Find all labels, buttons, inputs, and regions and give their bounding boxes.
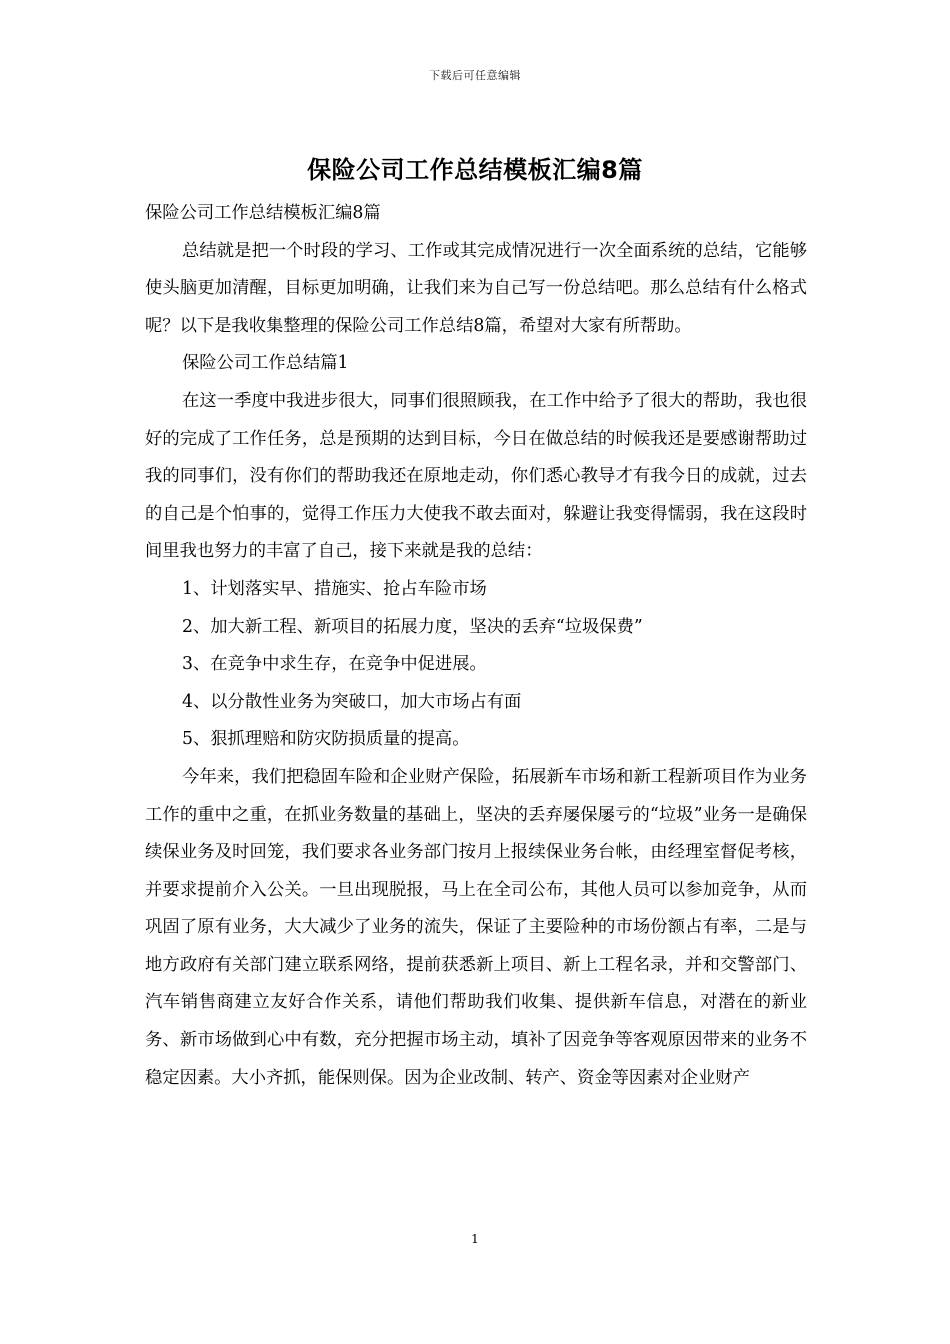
list-item: 5、狠抓理赔和防灾防损质量的提高。 [182, 729, 470, 750]
body-paragraph: 在这一季度中我进步很大，同事们很照顾我，在工作中给予了很大的帮助，我也很好的完成了工作任务，总是预期的达到目标，今日在做总结的时候我还是要感谢帮助过我的同事们，没有你们的帮助我还在原地走动，你们悉心教导才有我今日的成就，过去的自己是个怕事的，觉得工作压力大使我不敢去面对，躲避让我变得懦弱，我在这段时间里我也努力的丰富了自己，接下来就是我的总结： [145, 390, 807, 562]
list-item: 1、计划落实早、措施实、抢占车险市场 [182, 578, 487, 599]
list-item: 2、加大新工程、新项目的拓展力度，坚决的丢弃“垃圾保费” [182, 616, 643, 637]
document-body [145, 195, 807, 1097]
list-item: 4、以分散性业务为突破口，加大市场占有面 [182, 691, 522, 712]
intro-paragraph: 总结就是把一个时段的学习、工作或其完成情况进行一次全面系统的总结，它能够使头脑更加清醒，目标更加明确，让我们来为自己写一份总结吧。那么总结有什么格式呢？以下是我收集整理的保险公司工作总结8篇，希望对大家有所帮助。 [145, 240, 807, 336]
list-item: 3、在竞争中求生存，在竞争中促进展。 [182, 654, 487, 675]
subtitle-paragraph: 保险公司工作总结模板汇编8篇 [145, 203, 381, 223]
body-paragraph: 今年来，我们把稳固车险和企业财产保险，拓展新车市场和新工程新项目作为业务工作的重中之重，在抓业务数量的基础上，坚决的丢弃屡保屡亏的“垃圾”业务一是确保续保业务及时回笼，我们要求各业务部门按月上报续保业务台帐，由经理室督促考核，并要求提前介入公关。一旦出现脱报，马上在全司公布，其他人员可以参加竞争，从而巩固了原有业务，大大减少了业务的流失，保证了主要险种的市场份额占有率，二是与地方政府有关部门建立联系网络，提前获悉新上项目、新上工程名录，并和交警部门、汽车销售商建立友好合作关系，请他们帮助我们收集、提供新车信息，对潜在的新业务、新市场做到心中有数，充分把握市场主动，填补了因竞争等客观原因带来的业务不稳定因素。大小齐抓，能保则保。因为企业改制、转产、资金等因素对企业财产 [145, 766, 807, 1088]
header-note: 下载后可任意编辑 [429, 69, 521, 82]
page-number: 1 [471, 1232, 479, 1246]
document-title: 保险公司工作总结模板汇编8篇 [307, 156, 643, 184]
section-heading: 保险公司工作总结篇1 [182, 353, 349, 374]
